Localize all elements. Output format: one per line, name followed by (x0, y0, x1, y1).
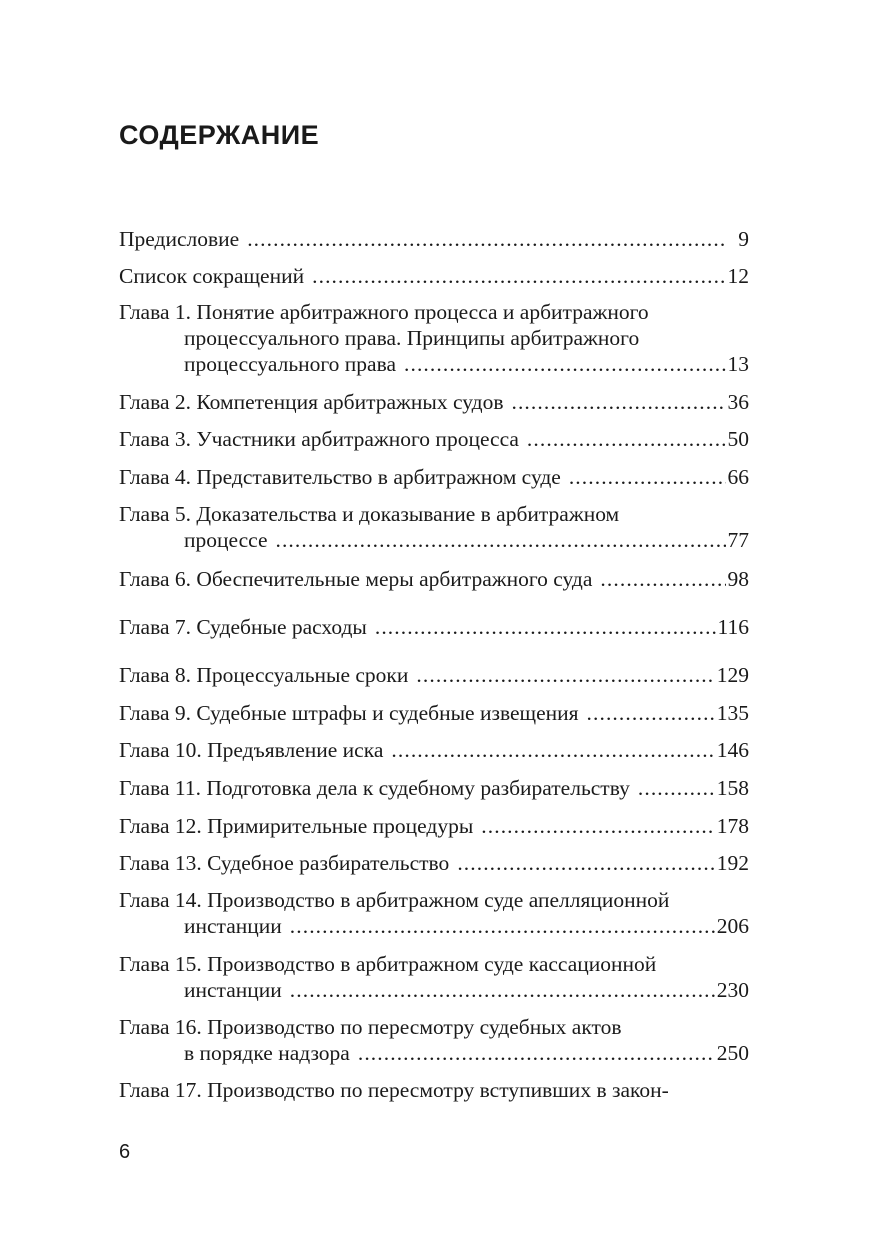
toc-entry (119, 951, 749, 1003)
toc-line (119, 700, 749, 726)
dot-leader (600, 566, 725, 592)
toc-entry-text: процессуального права. Принципы арбитражного (184, 326, 640, 350)
dot-leader (375, 614, 716, 640)
toc-page-number: 206 (716, 914, 749, 938)
toc-page-number: 250 (716, 1041, 749, 1065)
toc-entry-text: Глава 8. Процессуальные сроки (119, 663, 409, 687)
toc-line (119, 566, 749, 592)
dot-leader (275, 527, 725, 553)
toc-line (119, 351, 749, 377)
toc-entry (119, 464, 749, 490)
toc-entry-text: Глава 13. Судебное разбирательство (119, 851, 450, 875)
dot-leader (638, 775, 715, 801)
toc-line (119, 1077, 749, 1103)
dot-leader (527, 426, 726, 452)
toc-entry-text: Глава 7. Судебные расходы (119, 615, 367, 639)
toc-line (119, 527, 749, 553)
toc-entry-text: Глава 12. Примирительные процедуры (119, 814, 474, 838)
dot-leader (290, 977, 715, 1003)
toc-page-number: 98 (727, 567, 749, 591)
dot-leader (481, 813, 714, 839)
toc-line (119, 977, 749, 1003)
toc-line (119, 226, 749, 252)
toc-page-number: 230 (716, 978, 749, 1002)
toc-entry-text: Глава 15. Производство в арбитражном суде кассационной (119, 952, 657, 976)
toc-page-number: 50 (727, 427, 749, 451)
toc-entry-text: Глава 17. Производство по пересмотру вступивших в закон- (119, 1078, 669, 1102)
toc-entry-text: Глава 16. Производство по пересмотру судебных актов (119, 1015, 622, 1039)
toc-entry-text: Глава 5. Доказательства и доказывание в арбитражном (119, 502, 620, 526)
toc-entry (119, 662, 749, 688)
toc-entry (119, 614, 749, 640)
toc-line (119, 263, 749, 289)
toc-page-number: 129 (716, 663, 749, 687)
toc-line (119, 775, 749, 801)
toc-entry (119, 850, 749, 876)
toc-entry (119, 1077, 749, 1103)
toc-line (119, 1040, 749, 1066)
dot-leader (290, 913, 715, 939)
toc-entry-text: Список сокращений (119, 264, 305, 288)
toc-entry (119, 1014, 749, 1066)
toc-page-number: 12 (727, 264, 749, 288)
dot-leader (416, 662, 714, 688)
toc-entry (119, 263, 749, 289)
toc-entry-text: Глава 10. Предъявление иска (119, 738, 384, 762)
toc-entry (119, 700, 749, 726)
toc-line (119, 614, 749, 640)
dot-leader (391, 737, 714, 763)
toc-entry-text: инстанции (184, 978, 282, 1002)
page-number: 6 (119, 1141, 131, 1163)
toc-line (119, 913, 749, 939)
toc-line (119, 662, 749, 688)
toc-entry-text: Глава 9. Судебные штрафы и судебные извещения (119, 701, 579, 725)
toc-entry (119, 226, 749, 252)
toc-page-number: 158 (716, 776, 749, 800)
dot-leader (358, 1040, 715, 1066)
toc-entry-text: Глава 14. Производство в арбитражном суде апелляционной (119, 888, 670, 912)
toc-line (119, 813, 749, 839)
dot-leader (587, 700, 715, 726)
toc-line (119, 299, 749, 325)
toc-entry-text: в порядке надзора (184, 1041, 350, 1065)
toc-line (119, 850, 749, 876)
toc-entry-text: Глава 3. Участники арбитражного процесса (119, 427, 519, 451)
toc-entry-text: Предисловие (119, 227, 240, 251)
toc-line (119, 501, 749, 527)
toc-page-number: 116 (717, 615, 749, 639)
toc-line (119, 426, 749, 452)
dot-leader (569, 464, 726, 490)
toc-line (119, 464, 749, 490)
toc-line (119, 389, 749, 415)
dot-leader (247, 226, 727, 252)
toc-entry (119, 299, 749, 377)
toc-page-number: 178 (716, 814, 749, 838)
toc-entry-text: Глава 1. Понятие арбитражного процесса и арбитражного (119, 300, 649, 324)
toc-line (119, 737, 749, 763)
toc-page-number: 9 (738, 227, 749, 251)
toc-entry-text: процессуального права (184, 352, 396, 376)
toc-entry (119, 426, 749, 452)
toc-entry-text: Глава 4. Представительство в арбитражном суде (119, 465, 561, 489)
dot-leader (457, 850, 714, 876)
toc-entry (119, 737, 749, 763)
toc-entry (119, 389, 749, 415)
toc-page-number: 135 (716, 701, 749, 725)
page-title: СОДЕРЖАНИЕ (119, 120, 320, 150)
toc-entry (119, 813, 749, 839)
toc-page-number: 77 (727, 528, 749, 552)
toc-line (119, 887, 749, 913)
toc-entry-text: процессе (184, 528, 268, 552)
toc-page-number: 192 (716, 851, 749, 875)
toc-page-number: 36 (727, 390, 749, 414)
toc-entry-text: Глава 6. Обеспечительные меры арбитражного суда (119, 567, 593, 591)
toc-line (119, 1014, 749, 1040)
toc-page-number: 66 (727, 465, 749, 489)
toc-entry (119, 887, 749, 939)
toc-entry-text: инстанции (184, 914, 282, 938)
toc-entry-text: Глава 11. Подготовка дела к судебному разбирательству (119, 776, 630, 800)
dot-leader (312, 263, 725, 289)
toc-entry-text: Глава 2. Компетенция арбитражных судов (119, 390, 504, 414)
toc-entry (119, 501, 749, 553)
toc-line (119, 951, 749, 977)
toc-page-number: 146 (716, 738, 749, 762)
toc-page-number: 13 (727, 352, 749, 376)
dot-leader (404, 351, 726, 377)
toc-entry (119, 566, 749, 592)
dot-leader (511, 389, 725, 415)
toc-entry (119, 775, 749, 801)
toc-line (119, 325, 749, 351)
